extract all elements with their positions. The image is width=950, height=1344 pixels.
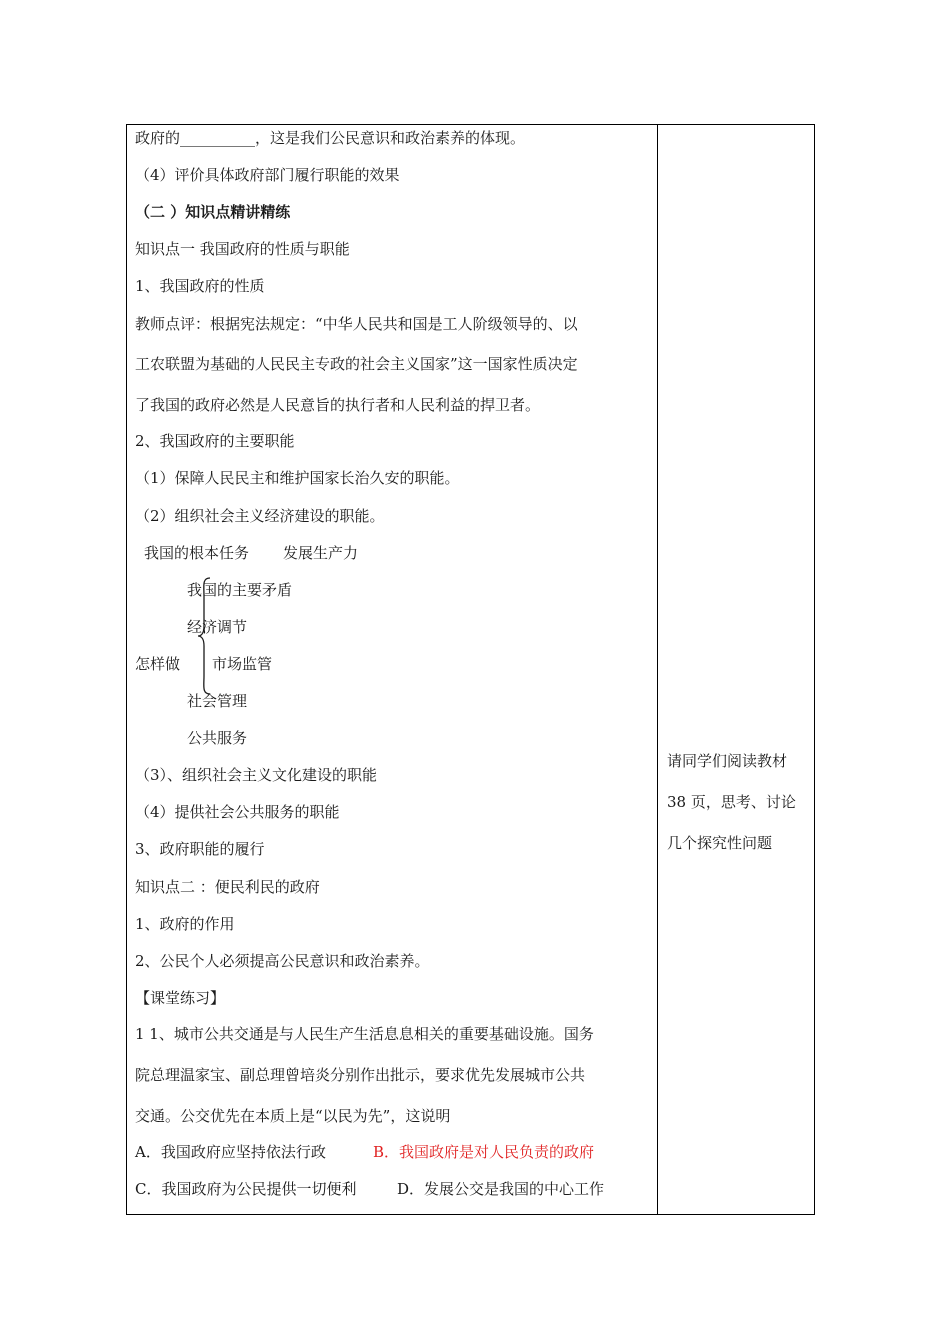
diagram-how: 怎样做 xyxy=(135,655,181,673)
text-line: 1、我国政府的性质 xyxy=(135,277,265,295)
text-line: 政府的__________，这是我们公民意识和政治素养的体现。 xyxy=(135,129,526,147)
text-line: 工农联盟为基础的人民民主专政的社会主义国家”这一国家性质决定 xyxy=(135,355,578,373)
knowledge-point-heading: 知识点一 我国政府的性质与职能 xyxy=(135,240,350,258)
column-divider xyxy=(657,124,658,1215)
option-a: A．我国政府应坚持依法行政 xyxy=(135,1143,326,1161)
question-text: 院总理温家宝、副总理曾培炎分别作出批示，要求优先发展城市公共 xyxy=(135,1066,586,1084)
curly-brace-icon xyxy=(196,576,216,696)
knowledge-point-heading: 知识点二 ：便民利民的政府 xyxy=(135,878,320,896)
practice-heading: 【课堂练习】 xyxy=(135,989,226,1007)
diagram-item: 市场监管 xyxy=(212,655,273,673)
text-line: （3）、组织社会主义文化建设的职能 xyxy=(135,766,378,784)
text-line: 2、我国政府的主要职能 xyxy=(135,432,295,450)
question-text: 1 1、城市公共交通是与人民生产生活息息相关的重要基础设施。国务 xyxy=(135,1025,594,1043)
text-line: 教师点评：根据宪法规定：“中华人民共和国是工人阶级领导的、以 xyxy=(135,315,578,333)
text-line: 1、政府的作用 xyxy=(135,915,235,933)
text-line: 了我国的政府必然是人民意旨的执行者和人民利益的捍卫者。 xyxy=(135,396,541,414)
section-heading: （二 ）知识点精讲精练 xyxy=(135,203,291,221)
option-c: C．我国政府为公民提供一切便利 xyxy=(135,1180,357,1198)
diagram-item: 经济调节 xyxy=(187,618,248,636)
text-line: （1）保障人民民主和维护国家长治久安的职能。 xyxy=(135,469,460,487)
question-text: 交通。公交优先在本质上是“以民为先”，这说明 xyxy=(135,1107,451,1125)
text-line: （4）评价具体政府部门履行职能的效果 xyxy=(135,166,400,184)
note-line: 请同学们阅读教材 xyxy=(667,752,788,770)
option-b-answer: B．我国政府是对人民负责的政府 xyxy=(373,1143,595,1161)
text-line: （2）组织社会主义经济建设的职能。 xyxy=(135,507,385,525)
diagram-develop: 发展生产力 xyxy=(283,544,359,562)
text-line: 2、公民个人必须提高公民意识和政治素养。 xyxy=(135,952,430,970)
diagram-main-contradiction: 我国的主要矛盾 xyxy=(187,581,293,599)
diagram-item: 公共服务 xyxy=(187,729,248,747)
note-line: 几个探究性问题 xyxy=(667,834,773,852)
diagram-item: 社会管理 xyxy=(187,692,248,710)
text-line: 3、政府职能的履行 xyxy=(135,840,265,858)
text-line: （4）提供社会公共服务的职能 xyxy=(135,803,340,821)
option-d: D．发展公交是我国的中心工作 xyxy=(397,1180,605,1198)
diagram-root-task: 我国的根本任务 xyxy=(144,544,250,562)
note-line: 38 页，思考、讨论 xyxy=(667,793,796,811)
